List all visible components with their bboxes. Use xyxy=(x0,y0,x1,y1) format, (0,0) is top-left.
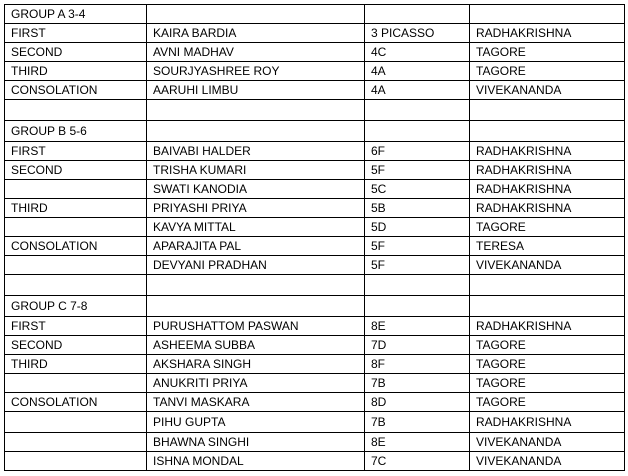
table-row xyxy=(5,161,625,180)
house-cell: TAGORE xyxy=(470,336,625,355)
empty-cell xyxy=(5,275,147,296)
name-cell: KAIRA BARDIA xyxy=(147,24,365,43)
position-cell: THIRD xyxy=(5,62,147,81)
empty-cell xyxy=(470,100,625,121)
house-cell: RADHAKRISHNA xyxy=(470,199,625,218)
name-cell xyxy=(147,121,365,142)
class-cell: 5D xyxy=(365,218,470,237)
group-header-row xyxy=(5,296,625,317)
name-cell: DEVYANI PRADHAN xyxy=(147,256,365,275)
position-cell: SECOND xyxy=(5,43,147,62)
house-cell: TAGORE xyxy=(470,393,625,412)
position-cell: FIRST xyxy=(5,142,147,161)
class-cell: 5F xyxy=(365,161,470,180)
name-cell: ISHNA MONDAL xyxy=(147,452,365,471)
empty-cell xyxy=(470,275,625,296)
position-cell: CONSOLATION xyxy=(5,81,147,100)
class-cell: 7B xyxy=(365,374,470,393)
position-cell xyxy=(5,412,147,433)
name-cell xyxy=(147,296,365,317)
name-cell: AVNI MADHAV xyxy=(147,43,365,62)
empty-cell xyxy=(365,275,470,296)
empty-cell xyxy=(365,100,470,121)
house-cell: RADHAKRISHNA xyxy=(470,180,625,199)
empty-cell xyxy=(5,100,147,121)
table-row xyxy=(5,336,625,355)
class-cell: 3 PICASSO xyxy=(365,24,470,43)
results-table xyxy=(4,4,625,471)
spacer-row xyxy=(5,275,625,296)
empty-cell xyxy=(147,275,365,296)
empty-cell xyxy=(147,100,365,121)
table-row xyxy=(5,452,625,471)
house-cell: TAGORE xyxy=(470,218,625,237)
position-cell xyxy=(5,180,147,199)
table-row xyxy=(5,256,625,275)
name-cell xyxy=(147,5,365,24)
house-cell: VIVEKANANDA xyxy=(470,452,625,471)
table-row xyxy=(5,142,625,161)
table-row xyxy=(5,180,625,199)
name-cell: ASHEEMA SUBBA xyxy=(147,336,365,355)
house-cell: TAGORE xyxy=(470,43,625,62)
house-cell xyxy=(470,5,625,24)
class-cell: 7C xyxy=(365,452,470,471)
name-cell: TRISHA KUMARI xyxy=(147,161,365,180)
position-cell xyxy=(5,374,147,393)
house-cell: RADHAKRISHNA xyxy=(470,317,625,336)
table-row xyxy=(5,433,625,452)
house-cell: VIVEKANANDA xyxy=(470,256,625,275)
table-row xyxy=(5,393,625,412)
house-cell: VIVEKANANDA xyxy=(470,433,625,452)
table-row xyxy=(5,62,625,81)
position-cell: THIRD xyxy=(5,199,147,218)
class-cell: 5F xyxy=(365,237,470,256)
name-cell: PURUSHATTOM PASWAN xyxy=(147,317,365,336)
name-cell: SOURJYASHREE ROY xyxy=(147,62,365,81)
house-cell xyxy=(470,121,625,142)
position-cell xyxy=(5,433,147,452)
name-cell: AARUHI LIMBU xyxy=(147,81,365,100)
class-cell xyxy=(365,121,470,142)
group-label-cell: GROUP C 7-8 xyxy=(5,296,147,317)
class-cell xyxy=(365,5,470,24)
class-cell: 8E xyxy=(365,317,470,336)
position-cell xyxy=(5,256,147,275)
name-cell: SWATI KANODIA xyxy=(147,180,365,199)
position-cell: SECOND xyxy=(5,336,147,355)
table-row xyxy=(5,317,625,336)
table-row xyxy=(5,218,625,237)
position-cell xyxy=(5,218,147,237)
table-row xyxy=(5,81,625,100)
position-cell: THIRD xyxy=(5,355,147,374)
class-cell: 8E xyxy=(365,433,470,452)
position-cell: CONSOLATION xyxy=(5,393,147,412)
position-cell: CONSOLATION xyxy=(5,237,147,256)
class-cell: 4C xyxy=(365,43,470,62)
class-cell: 4A xyxy=(365,62,470,81)
house-cell: RADHAKRISHNA xyxy=(470,24,625,43)
class-cell: 7B xyxy=(365,412,470,433)
house-cell: RADHAKRISHNA xyxy=(470,412,625,433)
class-cell xyxy=(365,296,470,317)
house-cell: TAGORE xyxy=(470,355,625,374)
group-header-row xyxy=(5,121,625,142)
class-cell: 8F xyxy=(365,355,470,374)
position-cell xyxy=(5,452,147,471)
house-cell xyxy=(470,296,625,317)
position-cell: SECOND xyxy=(5,161,147,180)
name-cell: PRIYASHI PRIYA xyxy=(147,199,365,218)
class-cell: 7D xyxy=(365,336,470,355)
house-cell: RADHAKRISHNA xyxy=(470,161,625,180)
results-table-body xyxy=(5,5,625,471)
class-cell: 5F xyxy=(365,256,470,275)
group-label-cell: GROUP A 3-4 xyxy=(5,5,147,24)
house-cell: TAGORE xyxy=(470,62,625,81)
table-row xyxy=(5,374,625,393)
class-cell: 5B xyxy=(365,199,470,218)
group-header-row xyxy=(5,5,625,24)
table-row xyxy=(5,355,625,374)
class-cell: 4A xyxy=(365,81,470,100)
spacer-row xyxy=(5,100,625,121)
name-cell: BAIVABI HALDER xyxy=(147,142,365,161)
house-cell: RADHAKRISHNA xyxy=(470,142,625,161)
name-cell: KAVYA MITTAL xyxy=(147,218,365,237)
house-cell: TAGORE xyxy=(470,374,625,393)
group-label-cell: GROUP B 5-6 xyxy=(5,121,147,142)
name-cell: TANVI MASKARA xyxy=(147,393,365,412)
table-row xyxy=(5,43,625,62)
name-cell: PIHU GUPTA xyxy=(147,412,365,433)
name-cell: ANUKRITI PRIYA xyxy=(147,374,365,393)
house-cell: VIVEKANANDA xyxy=(470,81,625,100)
class-cell: 5C xyxy=(365,180,470,199)
house-cell: TERESA xyxy=(470,237,625,256)
name-cell: BHAWNA SINGHI xyxy=(147,433,365,452)
name-cell: APARAJITA PAL xyxy=(147,237,365,256)
class-cell: 8D xyxy=(365,393,470,412)
table-row xyxy=(5,24,625,43)
class-cell: 6F xyxy=(365,142,470,161)
table-row xyxy=(5,199,625,218)
table-row xyxy=(5,412,625,433)
position-cell: FIRST xyxy=(5,317,147,336)
table-row xyxy=(5,237,625,256)
name-cell: AKSHARA SINGH xyxy=(147,355,365,374)
position-cell: FIRST xyxy=(5,24,147,43)
